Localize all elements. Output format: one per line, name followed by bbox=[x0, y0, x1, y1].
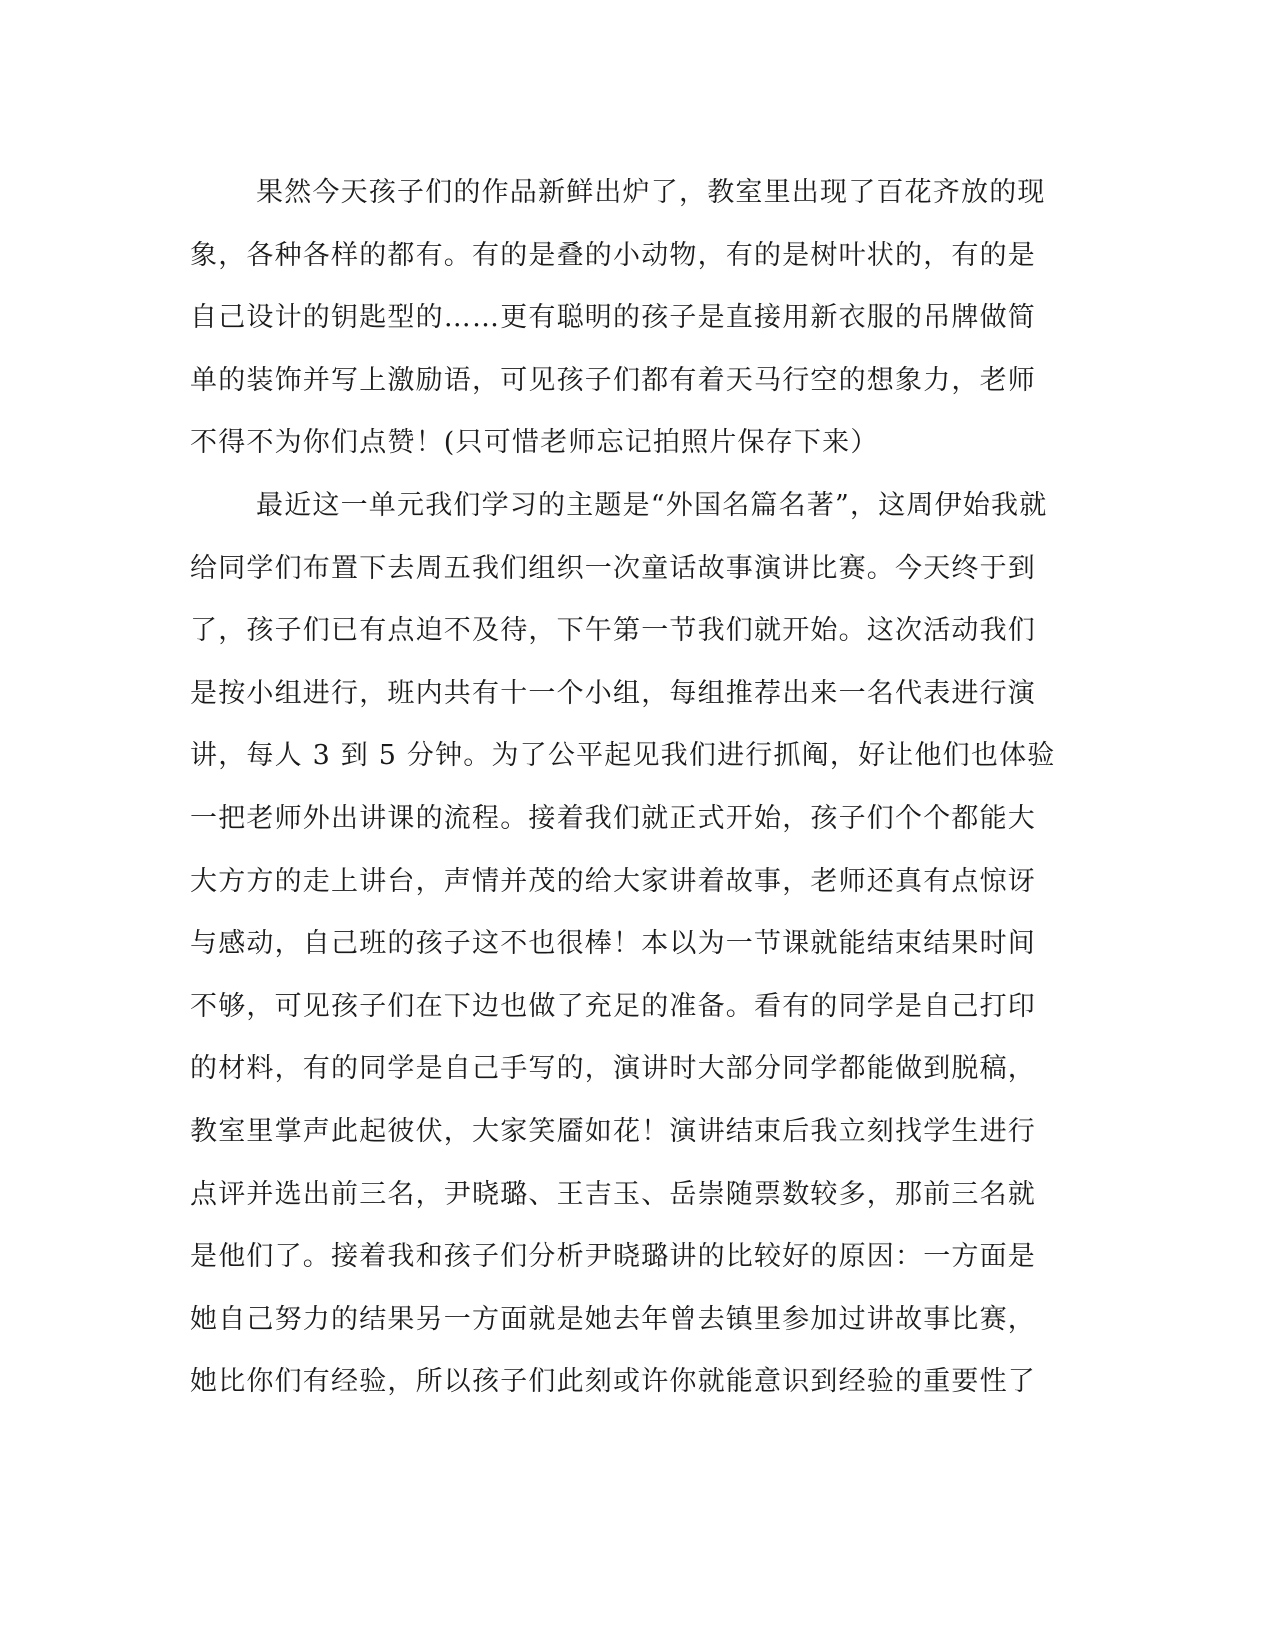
text-line: 最近这一单元我们学习的主题是“外国名篇名著”，这周伊始我就 bbox=[256, 489, 1048, 521]
document-body bbox=[190, 162, 1070, 1414]
text-line: 的材料，有的同学是自己手写的，演讲时大部分同学都能做到脱稿， bbox=[190, 1053, 1036, 1085]
text-line: 单的装饰并写上激励语，可见孩子们都有着天马行空的想象力，老师 bbox=[190, 364, 1036, 396]
text-line: 象，各种各样的都有。有的是叠的小动物，有的是树叶状的，有的是 bbox=[190, 239, 1036, 271]
text-line: 不够，可见孩子们在下边也做了充足的准备。看有的同学是自己打印 bbox=[190, 990, 1036, 1022]
text-line: 大方方的走上讲台，声情并茂的给大家讲着故事，老师还真有点惊讶 bbox=[190, 865, 1036, 897]
text-line: 了，孩子们已有点迫不及待，下午第一节我们就开始。这次活动我们 bbox=[190, 615, 1036, 647]
text-line: 教室里掌声此起彼伏，大家笑靥如花！演讲结束后我立刻找学生进行 bbox=[190, 1115, 1036, 1147]
text-line: 果然今天孩子们的作品新鲜出炉了，教室里出现了百花齐放的现 bbox=[256, 177, 1046, 208]
text-line: 给同学们布置下去周五我们组织一次童话故事演讲比赛。今天终于到 bbox=[190, 552, 1036, 584]
text-line: 她比你们有经验，所以孩子们此刻或许你就能意识到经验的重要性了 bbox=[190, 1366, 1036, 1398]
text-line: 点评并选出前三名，尹晓璐、王吉玉、岳崇随票数较多，那前三名就 bbox=[190, 1178, 1036, 1210]
text-line: 讲，每人 3 到 5 分钟。为了公平起见我们进行抓阄，好让他们也体验 bbox=[190, 740, 1056, 772]
text-line: 与感动，自己班的孩子这不也很棒！本以为一节课就能结束结果时间 bbox=[190, 928, 1036, 960]
paragraph-1 bbox=[190, 162, 1070, 475]
text-line: 她自己努力的结果另一方面就是她去年曾去镇里参加过讲故事比赛， bbox=[190, 1303, 1036, 1335]
text-line: 一把老师外出讲课的流程。接着我们就正式开始，孩子们个个都能大 bbox=[190, 802, 1036, 834]
text-line: 不得不为你们点赞！(只可惜老师忘记拍照片保存下来） bbox=[190, 427, 879, 459]
paragraph-2 bbox=[190, 475, 1070, 1414]
text-line: 自己设计的钥匙型的……更有聪明的孩子是直接用新衣服的吊牌做简 bbox=[190, 302, 1036, 334]
text-line: 是按小组进行，班内共有十一个小组，每组推荐出来一名代表进行演 bbox=[190, 677, 1036, 709]
text-line: 是他们了。接着我和孩子们分析尹晓璐讲的比较好的原因：一方面是 bbox=[190, 1241, 1036, 1273]
